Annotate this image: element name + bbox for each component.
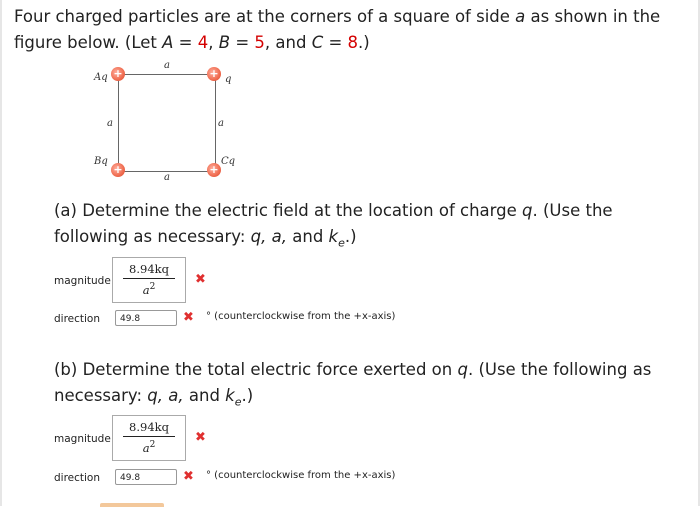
fraction-numerator: 8.94kq bbox=[129, 262, 169, 276]
part-a-direction-label: direction bbox=[54, 313, 101, 325]
a-value: 4 bbox=[197, 33, 209, 52]
question-end: .) bbox=[344, 227, 357, 246]
part-b-question bbox=[54, 357, 684, 415]
label-top-right: q bbox=[225, 74, 232, 85]
separator: , and bbox=[264, 33, 312, 52]
side-variable: a bbox=[515, 7, 526, 26]
magnitude-fraction bbox=[119, 419, 179, 456]
denominator-var: a bbox=[142, 440, 150, 455]
part-b-direction-unit: ° (counterclockwise from the +x-axis) bbox=[206, 470, 396, 481]
part-b-direction-label: direction bbox=[54, 472, 101, 484]
side-label-top: a bbox=[164, 60, 170, 71]
part-a-magnitude-label: magnitude bbox=[54, 275, 111, 287]
left-border bbox=[0, 0, 2, 506]
question-text-2: . (Use the following as necessary: bbox=[54, 201, 613, 246]
cross-icon: ✖ bbox=[183, 310, 194, 325]
side-label-bottom: a bbox=[164, 172, 170, 183]
ke-symbol: k bbox=[328, 227, 339, 246]
fraction-denominator bbox=[119, 279, 179, 298]
magnitude-fraction bbox=[119, 261, 179, 298]
variables: q, a, bbox=[147, 386, 184, 405]
fraction-denominator bbox=[119, 437, 179, 456]
part-a-magnitude-input[interactable] bbox=[112, 257, 186, 303]
question-text: (a) Determine the electric field at the location of charge bbox=[54, 201, 523, 220]
intro-text: Four charged particles are at the corners of a square of side bbox=[14, 7, 516, 26]
denominator-exponent: 2 bbox=[149, 440, 156, 450]
and-text: and bbox=[287, 227, 329, 246]
cross-icon: ✖ bbox=[183, 469, 194, 484]
label-top-left: Aq bbox=[94, 72, 108, 83]
b-label: B bbox=[218, 33, 231, 52]
equals: = bbox=[230, 33, 255, 52]
q-variable: q bbox=[522, 201, 533, 220]
cross-icon: ✖ bbox=[195, 430, 206, 445]
cross-icon: ✖ bbox=[195, 272, 206, 287]
charge-top-left: + bbox=[111, 67, 125, 81]
equals: = bbox=[323, 33, 348, 52]
charge-top-right: + bbox=[207, 67, 221, 81]
question-text: (b) Determine the total electric force exerted on bbox=[54, 360, 458, 379]
label-bottom-left: Bq bbox=[94, 156, 108, 167]
separator: , bbox=[208, 33, 219, 52]
part-b-magnitude-label: magnitude bbox=[54, 433, 111, 445]
a-label: A bbox=[162, 33, 174, 52]
square-outline bbox=[118, 74, 216, 172]
part-a-direction-input[interactable]: 49.8 bbox=[115, 310, 177, 326]
square-figure bbox=[88, 60, 248, 190]
c-label: C bbox=[311, 33, 324, 52]
problem-statement bbox=[14, 4, 686, 56]
side-label-right: a bbox=[218, 118, 224, 129]
denominator-var: a bbox=[142, 282, 150, 297]
side-label-left: a bbox=[107, 118, 113, 129]
and-text: and bbox=[183, 386, 226, 405]
part-b-magnitude-input[interactable] bbox=[112, 415, 186, 461]
fraction-numerator: 8.94kq bbox=[129, 420, 169, 434]
ke-subscript: e bbox=[234, 395, 242, 409]
question-text-2: . (Use the following as necessary: bbox=[54, 360, 652, 405]
label-bottom-right: Cq bbox=[221, 156, 236, 167]
variables: q, a, bbox=[250, 227, 287, 246]
part-b-direction-input[interactable]: 49.8 bbox=[115, 469, 177, 485]
equals: = bbox=[173, 33, 198, 52]
c-value: 8 bbox=[347, 33, 359, 52]
ke-subscript: e bbox=[338, 236, 345, 250]
intro-text-2: as shown in the figure below. (Let bbox=[14, 7, 661, 52]
b-value: 5 bbox=[254, 33, 265, 52]
ke-symbol: k bbox=[225, 386, 235, 405]
part-a-direction-unit: ° (counterclockwise from the +x-axis) bbox=[206, 311, 396, 322]
charge-bottom-left: + bbox=[111, 163, 125, 177]
intro-end: .) bbox=[358, 33, 370, 52]
denominator-exponent: 2 bbox=[149, 282, 156, 292]
question-end: .) bbox=[241, 386, 254, 405]
submit-button[interactable] bbox=[100, 503, 164, 507]
part-a-question bbox=[54, 198, 684, 256]
q-variable: q bbox=[457, 360, 468, 379]
charge-bottom-right: + bbox=[207, 163, 221, 177]
